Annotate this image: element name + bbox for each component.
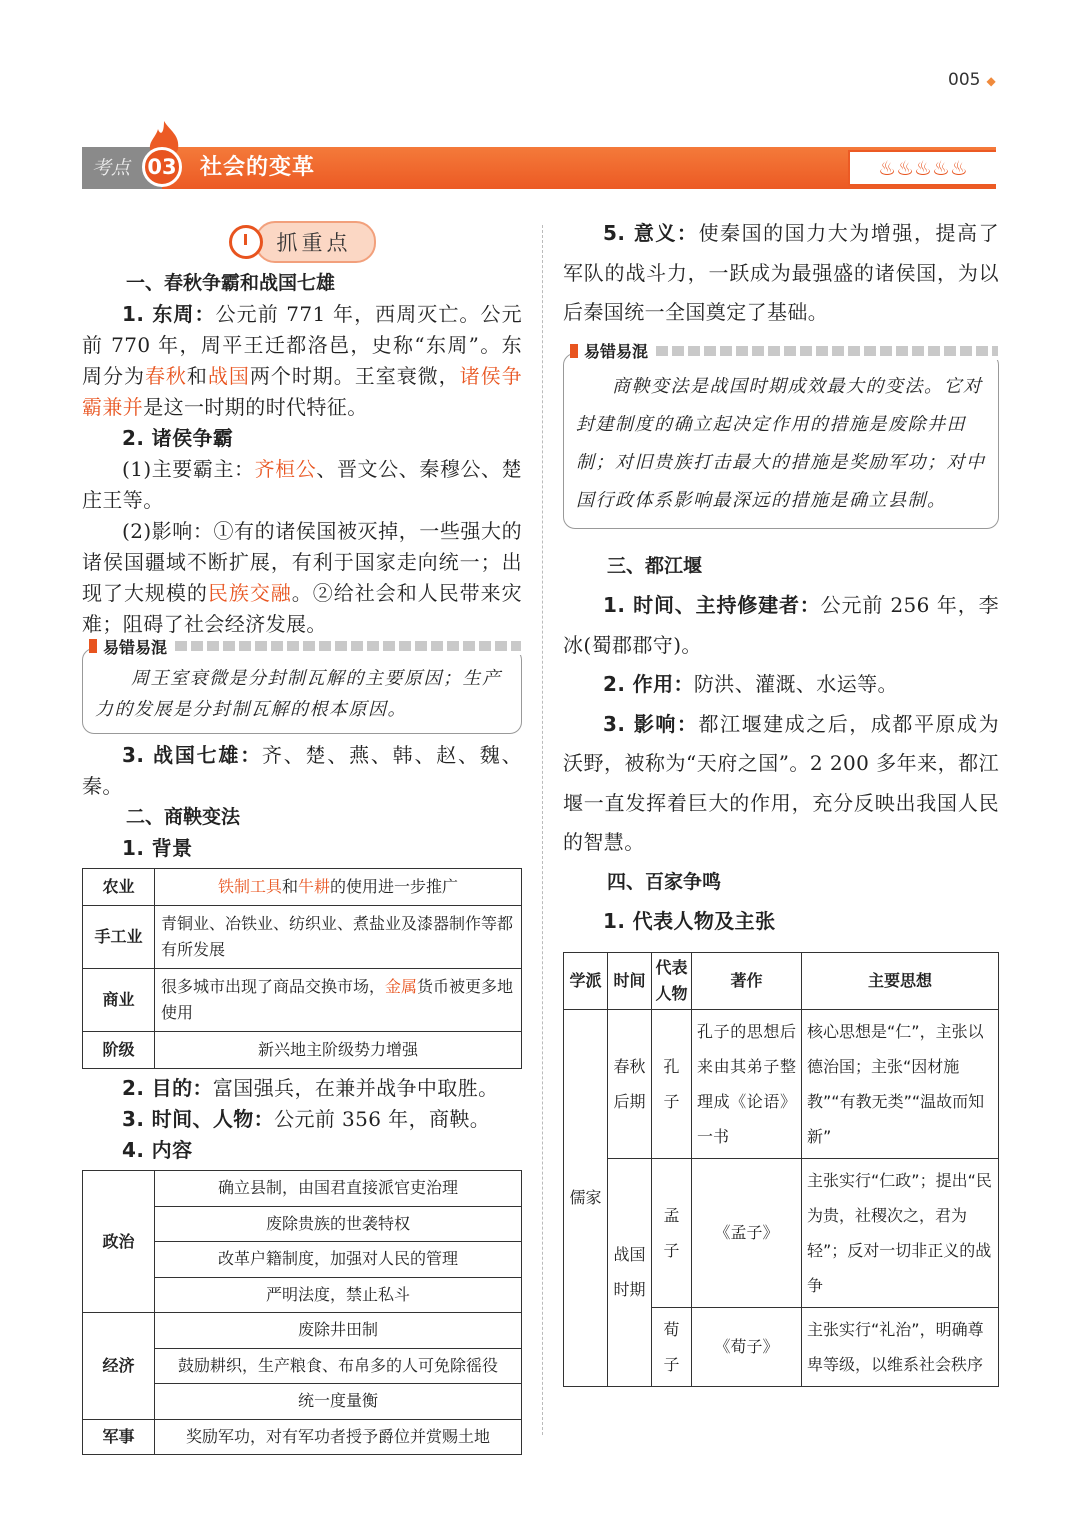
section-title: 社会的变革 — [200, 155, 316, 180]
baijia-heading: 1. 代表人物及主张 — [603, 909, 776, 933]
column-divider — [542, 225, 543, 1435]
dujiangyan-2: 2. 作用：防洪、灌溉、水运等。 — [603, 672, 898, 696]
kaodian-label: 考点 — [82, 147, 162, 189]
neirong-heading: 4. 内容 — [122, 1138, 193, 1162]
table-row: 鼓励耕织，生产粮食、布帛多的人可免除徭役 — [83, 1348, 522, 1384]
difficulty-rating: ♨♨♨♨♨ — [848, 150, 996, 186]
dujiangyan-1: 1. 时间、主持修建者：公元前 256 年，李冰(蜀郡郡守)。 — [563, 593, 1000, 657]
mistake-text: 商鞅变法是战国时期成效最大的变法。它对封建制度的确立起决定作用的措施是废除井田制；对旧贵族打击最大的措施是奖励军功；对中国行政体系影响最深远的措施是确立县制。 — [576, 375, 986, 511]
mistake-box — [563, 342, 999, 529]
section-heading-1: 一、春秋争霸和战国七雄 — [126, 272, 336, 294]
yiyi-paragraph: 5. 意义：使秦国的国力大为增强，提高了军队的战斗力，一跃成为最强盛的诸侯国，为以后秦国统一全国奠定了基础。 — [563, 221, 999, 324]
mistake-label: 易错易混 — [103, 637, 168, 657]
table-row: 政治 确立县制，由国君直接派官吏治理 — [83, 1171, 522, 1207]
table-row: 军事 奖励军功，对有军功者授予爵位并赏赐土地 — [83, 1419, 522, 1455]
section-heading-4: 四、百家争鸣 — [607, 870, 722, 893]
diamond-icon: ◆ — [986, 74, 996, 88]
content-table — [82, 1170, 522, 1455]
key-points-badge — [82, 220, 522, 264]
left-column — [82, 220, 522, 1455]
table-row: 阶级 新兴地主阶级势力增强 — [83, 1032, 522, 1069]
section-heading-3: 三、都江堰 — [607, 554, 703, 577]
flag-icon — [570, 344, 578, 358]
table-row: 手工业 青铜业、冶铁业、纺织业、煮盐业及漆器制作等都有所发展 — [83, 906, 522, 969]
section-heading-2: 二、商鞅变法 — [126, 806, 241, 828]
schools-table — [563, 952, 999, 1387]
page-number: 005 ◆ — [948, 70, 996, 90]
table-row: 统一度量衡 — [83, 1384, 522, 1420]
table-header-row: 学派 时间 代表人物 著作 主要思想 — [564, 952, 999, 1009]
table-row: 改革户籍制度，加强对人民的管理 — [83, 1242, 522, 1278]
zhuhou-heading: 2. 诸侯争霸 — [122, 426, 234, 450]
dongzhou-paragraph: 1. 东周：公元前 771 年，西周灭亡。公元前 770 年，周平王迁都洛邑，史称“东周”。东周分为春秋和战国两个时期。王室衰微，诸侯争霸兼并是这一时期的时代特征。 — [82, 302, 522, 419]
beijing-heading: 1. 背景 — [122, 836, 193, 860]
table-row: 战国时期 孟子 《孟子》 主张实行“仁政”；提出“民为贵，社稷次之，君为轻”；反对一切非正义的战争 — [564, 1158, 999, 1307]
table-row: 废除贵族的世袭特权 — [83, 1206, 522, 1242]
yingxiang-paragraph: (2)影响：①有的诸侯国被灭掉，一些强大的诸侯国疆域不断扩展，有利于国家走向统一；出现了大规模的民族交融。②给社会和人民带来灾难；阻碍了社会经济发展。 — [82, 519, 522, 636]
table-row: 儒家 春秋后期 孔子 孔子的思想后来由其弟子整理成《论语》一书 核心思想是“仁”，主张以德治国；主张“因材施教”“有教无类”“温故而知新” — [564, 1009, 999, 1158]
shijian-paragraph: 3. 时间、人物：公元前 356 年，商鞅。 — [122, 1107, 491, 1131]
mistake-label: 易错易混 — [584, 342, 649, 361]
qixiong-paragraph: 3. 战国七雄：齐、楚、燕、韩、赵、魏、秦。 — [82, 743, 522, 798]
background-table — [82, 868, 522, 1069]
right-column — [563, 214, 999, 1387]
table-row: 严明法度，禁止私斗 — [83, 1277, 522, 1313]
section-number: 03 — [142, 147, 182, 187]
table-row: 农业 铁制工具和牛耕的使用进一步推广 — [83, 869, 522, 906]
table-row: 经济 废除井田制 — [83, 1313, 522, 1349]
flag-icon — [89, 639, 97, 653]
stopwatch-icon — [229, 225, 263, 259]
table-row: 商业 很多城市出现了商品交换市场，金属货币被更多地使用 — [83, 969, 522, 1032]
section-header — [82, 147, 996, 189]
table-row: 荀子 《荀子》 主张实行“礼治”，明确尊卑等级，以维系社会秩序 — [564, 1307, 999, 1386]
mistake-box — [82, 637, 522, 734]
mudi-paragraph: 2. 目的：富国强兵，在兼并战争中取胜。 — [122, 1076, 499, 1100]
bazhu-paragraph: (1)主要霸主：齐桓公、晋文公、秦穆公、楚庄王等。 — [82, 457, 523, 512]
mistake-text: 周王室衰微是分封制瓦解的主要原因；生产力的发展是分封制瓦解的根本原因。 — [95, 668, 502, 720]
dujiangyan-3: 3. 影响：都江堰建成之后，成都平原成为沃野，被称为“天府之国”。2 200 多年来，都江堰一直发挥着巨大的作用，充分反映出我国人民的智慧。 — [563, 711, 999, 854]
key-points-label: 抓重点 — [255, 221, 376, 263]
